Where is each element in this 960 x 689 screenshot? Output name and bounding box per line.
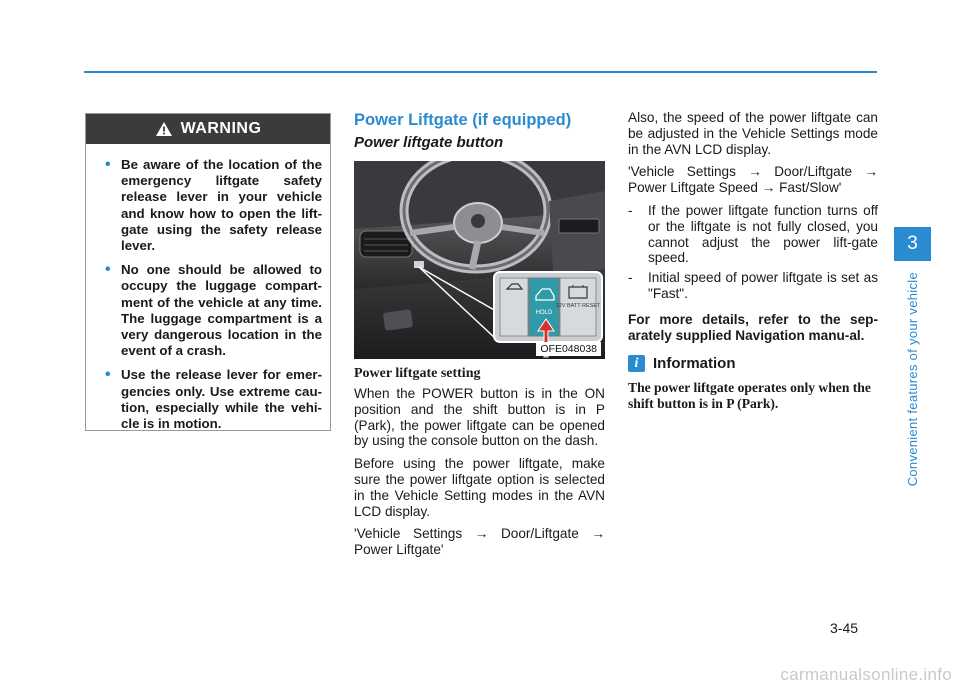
subsection-title: Power liftgate button (354, 134, 504, 151)
bullet-icon: • (105, 156, 111, 173)
section-title: Power Liftgate (if equipped) (354, 111, 572, 129)
info-text: The power liftgate operates only when the shift button is in P (Park). (628, 380, 871, 412)
chapter-tab: 3 (894, 227, 931, 261)
chapter-title-bar (894, 262, 931, 496)
paragraph: Before using the power liftgate, make sure the power liftgate option is selected in the Vehicle Setting modes in the AVN LCD display. (354, 456, 605, 519)
batt-reset-label: 12V BATT RESET (555, 303, 601, 309)
chapter-title: Convenient features of your vehicle (905, 271, 920, 487)
info-icon: i (628, 355, 645, 372)
page-number: 3-45 (830, 620, 859, 636)
warning-box (85, 113, 331, 431)
warning-item: • Be aware of the location of the emergency liftgate safety release lever in your vehicle and know how to open the lift-gate using the safety release lever. (105, 156, 322, 254)
paragraph: When the POWER button is in the ON position and the shift button is in P (Park), the power liftgate can be opened by using the console button on the dash. (354, 386, 605, 449)
right-column (628, 110, 878, 412)
settings-path: 'Vehicle Settings → Door/Liftgate → Power Liftgate' (354, 526, 605, 558)
paragraph: Also, the speed of the power liftgate can be adjusted in the Vehicle Settings mode in the AVN LCD display. (628, 110, 878, 157)
info-title: Information (653, 354, 736, 372)
warning-title: WARNING (180, 120, 262, 137)
warning-item: • No one should be allowed to occupy the luggage compart-ment of the vehicle at any time. The luggage compartment is a very dangerous location in the event of a crash. (105, 261, 322, 359)
liftgate-button-figure (354, 161, 605, 359)
top-rule (84, 71, 877, 73)
info-heading (628, 355, 878, 372)
bullet-icon: • (105, 261, 111, 279)
warning-header (86, 114, 330, 144)
warning-item: • Use the release lever for emer-gencies only. Use extreme cau-tion, especially while the vehi-cle is in motion. (105, 366, 322, 432)
warning-list (86, 144, 330, 432)
figure-label: OFE048038 (536, 342, 601, 356)
bullet-icon: • (105, 366, 111, 384)
navigation-note: For more details, refer to the sep-arately supplied Navigation manu-al. (628, 311, 878, 343)
dash-item: - If the power liftgate function turns off or the liftgate is not fully closed, you cannot adjust the power lift-gate speed. (628, 202, 878, 266)
section-body (354, 386, 605, 565)
setting-heading: Power liftgate setting (354, 366, 481, 381)
warning-triangle-icon (155, 121, 173, 137)
watermark: carmanualsonline.info (780, 665, 952, 684)
settings-path: 'Vehicle Settings → Door/Liftgate → Power Liftgate Speed → Fast/Slow' (628, 164, 878, 196)
dashboard-illustration (354, 161, 605, 359)
hold-label: HOLD (535, 310, 553, 316)
dash-item: - Initial speed of power liftgate is set as "Fast". (628, 270, 878, 301)
